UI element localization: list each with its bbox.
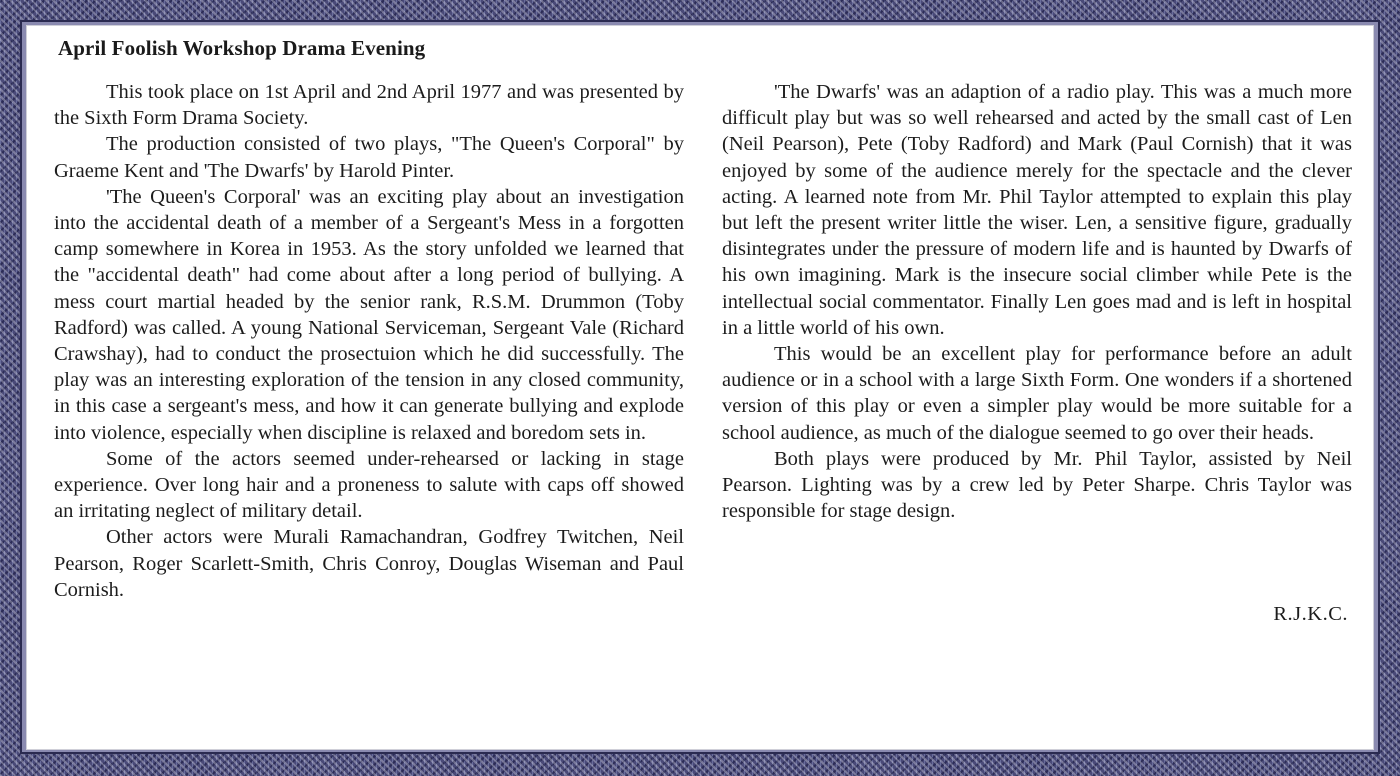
author-signature: R.J.K.C. [1273, 603, 1348, 625]
article-title: April Foolish Workshop Drama Evening [58, 36, 426, 60]
left-column [54, 79, 684, 603]
paragraph: The production consisted of two plays, "The Queen's Corporal" by Graeme Kent and 'The Dwarfs' by Harold Pinter. [54, 133, 684, 182]
right-column [722, 79, 1352, 524]
paragraph: This took place on 1st April and 2nd April 1977 and was presented by the Sixth Form Drama Society. [54, 81, 684, 130]
paragraph: Other actors were Murali Ramachandran, Godfrey Twitchen, Neil Pearson, Roger Scarlett-Smith, Chris Conroy, Douglas Wiseman and Paul Cornish. [54, 526, 684, 601]
paragraph: Both plays were produced by Mr. Phil Taylor, assisted by Neil Pearson. Lighting was by a crew led by Peter Sharpe. Chris Taylor was responsible for stage design. [722, 447, 1352, 523]
paragraph: This would be an excellent play for performance before an adult audience or in a school with a large Sixth Form. One wonders if a shortened version of this play or even a simpler play would be more suitable for a school audience, as much of the dialogue seemed to go over their heads. [722, 343, 1352, 444]
paragraph: 'The Queen's Corporal' was an exciting play about an investigation into the accidental death of a member of a Sergeant's Mess in a forgotten camp somewhere in Korea in 1953. As the story unfolded we learned that the "accidental death" had come about after a long period of bullying. A mess court martial headed by the senior rank, R.S.M. Drummon (Toby Radford) was called. A young National Serviceman, Sergeant Vale (Richard Crawshay), had to conduct the prosectuion which he did successfully. The play was an interesting exploration of the tension in any closed community, in this case a sergeant's mess, and how it can generate bullying and explode into violence, especially when discipline is relaxed and boredom sets in. [54, 185, 684, 444]
paragraph: Some of the actors seemed under-rehearsed or lacking in stage experience. Over long hair and a proneness to salute with caps off showed an irritating neglect of military detail. [54, 447, 684, 523]
paragraph: 'The Dwarfs' was an adaption of a radio play. This was a much more difficult play but was so well rehearsed and acted by the small cast of Len (Neil Pearson), Pete (Toby Radford) and Mark (Paul Cornish) that it was enjoyed by some of the audience merely for the spectacle and the clever acting. A learned note from Mr. Phil Taylor attempted to explain this play but left the present writer little the wiser. Len, a sensitive figure, gradually disintegrates under the pressure of modern life and is haunted by Dwarfs of his own imagining. Mark is the insecure social climber while Pete is the intellectual social commentator. Finally Len goes mad and is left in hospital in a little world of his own. [722, 81, 1352, 339]
